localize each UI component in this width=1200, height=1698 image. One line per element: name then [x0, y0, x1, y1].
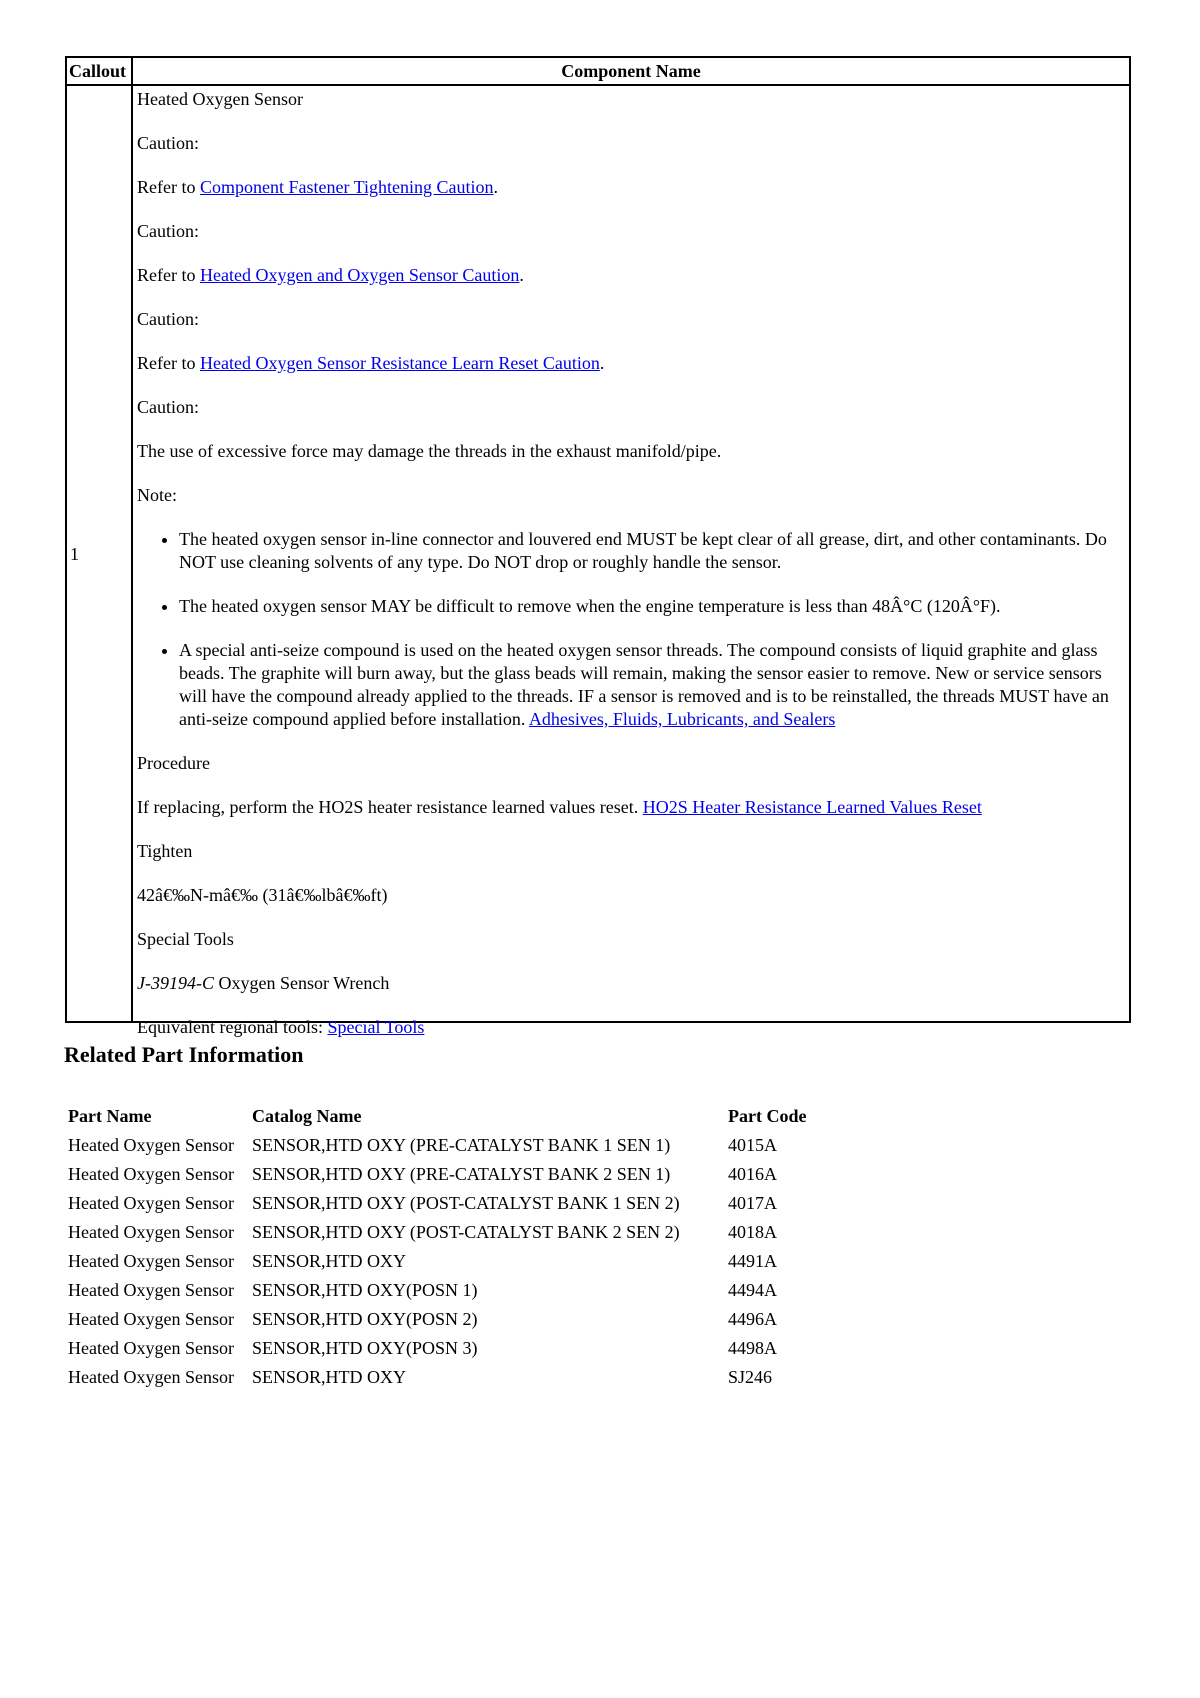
- part-name-cell: Heated Oxygen Sensor: [68, 1309, 234, 1329]
- part-code-cell: 4496A: [728, 1309, 777, 1329]
- part-name-cell: Heated Oxygen Sensor: [68, 1367, 234, 1387]
- catalog-name-cell: SENSOR,HTD OXY(POSN 1): [252, 1280, 478, 1300]
- part-name-cell: Heated Oxygen Sensor: [68, 1280, 234, 1300]
- part-name-cell: Heated Oxygen Sensor: [68, 1222, 234, 1242]
- part-row: [66, 1363, 820, 1392]
- ho2s-heater-resistance-learned-values-reset-link[interactable]: HO2S Heater Resistance Learned Values Reset: [642, 797, 982, 817]
- part-code-cell: 4491A: [728, 1251, 777, 1271]
- note-bullet-item: • A special anti-seize compound is used on the heated oxygen sensor threads. The compound consists of liquid graphite and glass beads. The graphite will burn away, but the glass beads will remain, making the sensor easier to remove. New or service sensors will have the compound already applied to the threads. IF a sensor is removed and is to be reinstalled, the threads MUST have an anti-seize compound applied before installation. Adhesives, Fluids, Lubricants, and Sealers: [179, 639, 1125, 731]
- component-paragraph: Refer to Heated Oxygen Sensor Resistance Learn Reset Caution.: [137, 353, 605, 373]
- part-row: [66, 1305, 820, 1334]
- part-code-cell: 4016A: [728, 1164, 777, 1184]
- component-paragraph: Equivalent regional tools: Special Tools: [137, 1017, 425, 1037]
- part-code-cell: 4017A: [728, 1193, 777, 1213]
- special-tool-number: J-39194-C: [137, 973, 214, 993]
- component-table-header-row: [67, 58, 1129, 86]
- component-paragraph: If replacing, perform the HO2S heater resistance learned values reset. HO2S Heater Resistance Learned Values Reset: [137, 797, 982, 817]
- catalog-name-cell: SENSOR,HTD OXY (POST-CATALYST BANK 2 SEN 2): [252, 1222, 680, 1242]
- component-paragraph: J-39194-C Oxygen Sensor Wrench: [137, 973, 390, 993]
- part-row: [66, 1334, 820, 1363]
- parts-table-body: [66, 1131, 820, 1392]
- component-paragraph: Caution:: [137, 397, 199, 417]
- part-row: [66, 1160, 820, 1189]
- note-bullet-list: [137, 528, 1125, 731]
- component-paragraph: Caution:: [137, 221, 199, 241]
- component-paragraph: Caution:: [137, 133, 199, 153]
- component-callout-table: [65, 56, 1131, 1037]
- part-row: [66, 1218, 820, 1247]
- catalog-name-cell: SENSOR,HTD OXY(POSN 2): [252, 1309, 478, 1329]
- component-paragraph: Special Tools: [137, 929, 234, 949]
- catalog-name-cell: SENSOR,HTD OXY (PRE-CATALYST BANK 1 SEN 1): [252, 1135, 671, 1155]
- component-paragraph: Heated Oxygen Sensor: [137, 89, 303, 109]
- part-row: [66, 1131, 820, 1160]
- part-code-cell: 4018A: [728, 1222, 777, 1242]
- parts-table-header-row: [66, 1102, 820, 1131]
- note-bullet-item: • The heated oxygen sensor MAY be difficult to remove when the engine temperature is less than 48Â°C (120Â°F).: [179, 595, 1125, 618]
- part-name-cell: Heated Oxygen Sensor: [68, 1164, 234, 1184]
- callout-column-header: Callout: [67, 58, 133, 84]
- related-parts-table: [66, 1102, 820, 1392]
- parts-column-header: Catalog Name: [252, 1106, 362, 1126]
- related-part-information-heading: Related Part Information: [64, 1042, 304, 1067]
- part-name-cell: Heated Oxygen Sensor: [68, 1251, 234, 1271]
- adhesives-fluids-lubricants-and-sealers-link[interactable]: Adhesives, Fluids, Lubricants, and Sealers: [528, 709, 836, 729]
- catalog-name-cell: SENSOR,HTD OXY: [252, 1367, 407, 1387]
- note-bullet-item: • The heated oxygen sensor in-line connector and louvered end MUST be kept clear of all grease, dirt, and other contaminants. Do NOT use cleaning solvents of any type. Do NOT drop or roughly handle the sensor.: [179, 528, 1125, 574]
- callout-number-cell: 1: [67, 86, 133, 1023]
- catalog-name-cell: SENSOR,HTD OXY (POST-CATALYST BANK 1 SEN 2): [252, 1193, 680, 1213]
- catalog-name-cell: SENSOR,HTD OXY (PRE-CATALYST BANK 2 SEN 1): [252, 1164, 671, 1184]
- part-code-cell: 4494A: [728, 1280, 777, 1300]
- heated-oxygen-sensor-resistance-learn-reset-caution-link[interactable]: Heated Oxygen Sensor Resistance Learn Reset Caution: [199, 353, 600, 373]
- part-code-cell: SJ246: [728, 1367, 773, 1387]
- component-table-row: [67, 86, 1129, 1037]
- part-code-cell: 4498A: [728, 1338, 777, 1358]
- part-name-cell: Heated Oxygen Sensor: [68, 1338, 234, 1358]
- component-fastener-tightening-caution-link[interactable]: Component Fastener Tightening Caution: [199, 177, 494, 197]
- part-row: [66, 1276, 820, 1305]
- component-name-column-header: Component Name: [561, 60, 701, 81]
- component-paragraph: Tighten: [137, 841, 193, 861]
- catalog-name-cell: SENSOR,HTD OXY(POSN 3): [252, 1338, 478, 1358]
- component-paragraph: Refer to Component Fastener Tightening Caution.: [137, 177, 498, 197]
- part-name-cell: Heated Oxygen Sensor: [68, 1193, 234, 1213]
- part-name-cell: Heated Oxygen Sensor: [68, 1135, 234, 1155]
- component-paragraph: Caution:: [137, 309, 199, 329]
- component-paragraph: Procedure: [137, 753, 210, 773]
- component-paragraph: The use of excessive force may damage the threads in the exhaust manifold/pipe.: [137, 441, 722, 461]
- component-paragraph: Note:: [137, 485, 177, 505]
- heated-oxygen-and-oxygen-sensor-caution-link[interactable]: Heated Oxygen and Oxygen Sensor Caution: [199, 265, 520, 285]
- component-paragraph: 42â€‰N-mâ€‰ (31â€‰lbâ€‰ft): [137, 885, 388, 905]
- catalog-name-cell: SENSOR,HTD OXY: [252, 1251, 407, 1271]
- part-row: [66, 1189, 820, 1218]
- parts-column-header: Part Name: [68, 1106, 152, 1126]
- component-paragraph: Refer to Heated Oxygen and Oxygen Sensor Caution.: [137, 265, 524, 285]
- component-description-cell: [133, 86, 1129, 1037]
- parts-column-header: Part Code: [728, 1106, 807, 1126]
- part-code-cell: 4015A: [728, 1135, 777, 1155]
- part-row: [66, 1247, 820, 1276]
- special-tools-link[interactable]: Special Tools: [327, 1017, 425, 1037]
